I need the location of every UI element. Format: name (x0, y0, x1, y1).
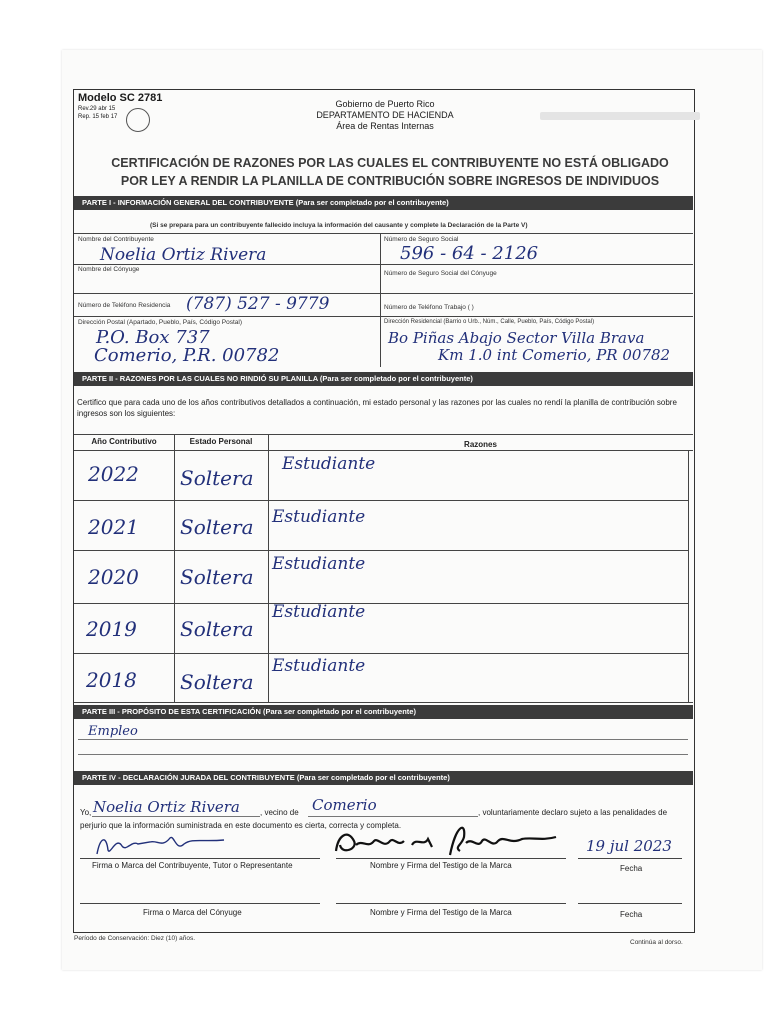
taxpayer-signature (92, 828, 242, 860)
declaration-vecino: , vecino de (260, 808, 299, 817)
row5-reason[interactable]: Estudiante (272, 656, 366, 676)
postal-address-label: Dirección Postal (Apartado, Pueblo, País, Código Postal) (78, 319, 243, 326)
name-label: Nombre del Contribuyente (78, 236, 154, 243)
taxpayer-signature-label: Firma o Marca del Contribuyente, Tutor o Representante (92, 861, 293, 870)
area-name: Área de Rentas Internas (336, 121, 434, 131)
department-name: DEPARTAMENTO DE HACIENDA (316, 110, 454, 120)
phone-work-label: Número de Teléfono Trabajo ( ) (384, 304, 474, 311)
hacienda-seal-icon (126, 108, 150, 132)
postal-address-line1[interactable]: P.O. Box 737 (96, 327, 210, 348)
declarant-name-field[interactable]: Noelia Ortiz Rivera (93, 798, 240, 816)
row3-reason[interactable]: Estudiante (272, 554, 366, 574)
row2-reason[interactable]: Estudiante (272, 507, 366, 527)
redacted-stamp (540, 112, 700, 120)
model-number: Modelo SC 2781 (78, 92, 163, 104)
spouse-ssn-label: Número de Seguro Social del Cónyuge (384, 270, 497, 277)
row1-year[interactable]: 2022 (88, 462, 139, 486)
witness2-signature-label: Nombre y Firma del Testigo de la Marca (370, 908, 512, 917)
declaration-declaro: , voluntariamente declaro sujeto a las penalidades de (478, 808, 668, 817)
form-title-line1: CERTIFICACIÓN DE RAZONES POR LAS CUALES EL CONTRIBUYENTE NO ESTÁ OBLIGADO (111, 156, 669, 170)
part1-note: (Si se prepara para un contribuyente fallecido incluya la información del causante y complete la Declaración de la Parte V) (150, 222, 528, 229)
postal-address-line2[interactable]: Comerio, P.R. 00782 (94, 345, 280, 366)
witness-signature (332, 815, 562, 863)
retention-period: Período de Conservación: Diez (10) años. (74, 935, 196, 942)
row1-reason[interactable]: Estudiante (282, 454, 376, 474)
part4-heading: PARTE IV - DECLARACIÓN JURADA DEL CONTRIBUYENTE (Para ser completado por el contribuyente) (74, 771, 693, 785)
residential-address-line2[interactable]: Km 1.0 int Comerio, PR 00782 (438, 346, 671, 364)
col-year-header: Año Contributivo (91, 437, 157, 446)
row5-status[interactable]: Soltera (180, 670, 254, 694)
row1-status[interactable]: Soltera (180, 466, 254, 490)
residential-address-label: Dirección Residencial (Barrio o Urb., Núm., Calle, Pueblo, País, Código Postal) (384, 319, 595, 325)
government-name: Gobierno de Puerto Rico (335, 99, 435, 109)
reprint-date: Rep. 15 feb 17 (78, 114, 118, 120)
taxpayer-name-field[interactable]: Noelia Ortiz Rivera (100, 245, 267, 265)
row2-year[interactable]: 2021 (88, 515, 139, 539)
continued-note: Continúa al dorso. (630, 939, 683, 946)
form-title-line2: POR LEY A RENDIR LA PLANILLA DE CONTRIBUCIÓN SOBRE INGRESOS DE INDIVIDUOS (120, 174, 660, 188)
witness-signature-label: Nombre y Firma del Testigo de la Marca (370, 861, 512, 870)
date-field[interactable]: 19 jul 2023 (586, 837, 672, 855)
declaration-perjurio: perjurio que la información suministrada en este documento es cierta, correcta y completa. (80, 821, 402, 830)
date-label: Fecha (620, 864, 643, 873)
spouse-label: Nombre del Cónyuge (78, 266, 140, 273)
phone-home-field[interactable]: (787) 527 - 9779 (186, 294, 330, 314)
ssn-field[interactable]: 596 - 64 - 2126 (400, 243, 539, 264)
part3-heading: PARTE III - PROPÓSITO DE ESTA CERTIFICACIÓN (Para ser completado por el contribuyente) (74, 705, 693, 719)
part1-heading: PARTE I - INFORMACIÓN GENERAL DEL CONTRIBUYENTE (Para ser completado por el contribuyente) (74, 196, 693, 210)
row2-status[interactable]: Soltera (180, 515, 254, 539)
col-status-header: Estado Personal (189, 437, 253, 446)
declaration-yo: Yo, (80, 808, 92, 817)
phone-home-label: Número de Teléfono Residencia (78, 302, 171, 309)
revision-date: Rev.29 abr 15 (78, 106, 116, 112)
spouse-signature-label: Firma o Marca del Cónyuge (143, 908, 242, 917)
part2-intro: Certifico que para cada uno de los años contributivos detallados a continuación, mi estado personal y las razones por las cuales no rendí la planilla de contribución sobre ingresos son los siguientes: (77, 398, 677, 418)
row3-status[interactable]: Soltera (180, 565, 254, 589)
residential-address-line1[interactable]: Bo Piñas Abajo Sector Villa Brava (388, 329, 645, 347)
town-field[interactable]: Comerio (312, 796, 377, 814)
purpose-field[interactable]: Empleo (88, 724, 138, 739)
row3-year[interactable]: 2020 (88, 565, 139, 589)
ssn-label: Número de Seguro Social (384, 236, 459, 243)
row4-reason[interactable]: Estudiante (272, 602, 366, 622)
col-reasons-header: Razones (464, 440, 497, 449)
row4-status[interactable]: Soltera (180, 617, 254, 641)
row5-year[interactable]: 2018 (86, 668, 137, 692)
date2-label: Fecha (620, 910, 643, 919)
row4-year[interactable]: 2019 (86, 617, 137, 641)
part2-heading: PARTE II - RAZONES POR LAS CUALES NO RINDIÓ SU PLANILLA (Para ser completado por el contribuyente) (74, 372, 693, 386)
